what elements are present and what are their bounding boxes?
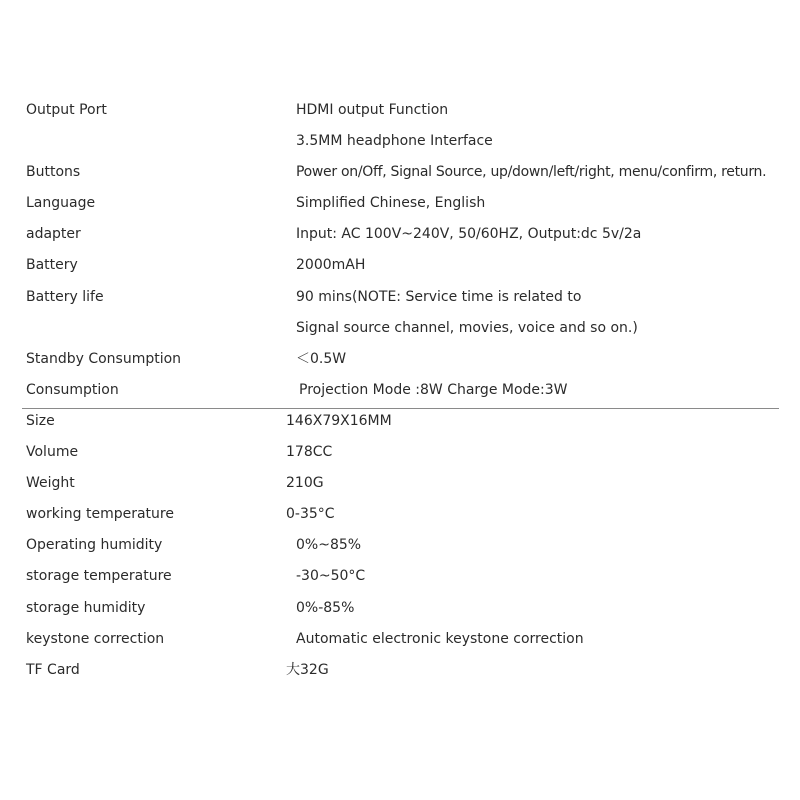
spec-label: keystone correction — [26, 630, 165, 647]
spec-value: ＜0.5W — [296, 350, 347, 367]
spec-row-battery-life-cont — [0, 313, 800, 344]
spec-value: -30~50°C — [296, 568, 366, 585]
spec-label: Battery life — [26, 288, 104, 305]
spec-value: Power on/Off, Signal Source, up/down/left/right, menu/confirm, return. — [296, 164, 767, 181]
spec-label: Operating humidity — [26, 537, 163, 554]
spec-label: adapter — [26, 226, 81, 243]
spec-value: 0%-85% — [296, 599, 355, 616]
spec-value: 大32G — [286, 661, 329, 678]
spec-row-adapter — [0, 219, 800, 250]
spec-row-output-port-cont — [0, 126, 800, 157]
spec-label: Standby Consumption — [26, 350, 182, 367]
spec-label: storage temperature — [26, 568, 172, 585]
spec-value: 210G — [286, 475, 324, 492]
spec-row-buttons — [0, 157, 800, 188]
spec-row-size — [0, 406, 800, 437]
spec-value: Simplified Chinese, English — [296, 195, 486, 212]
spec-label: working temperature — [26, 506, 174, 523]
spec-value: 2000mAH — [296, 257, 366, 274]
spec-value: Projection Mode :8W Charge Mode:3W — [299, 381, 568, 398]
spec-row-working-temperature — [0, 499, 800, 530]
spec-row-weight — [0, 468, 800, 499]
spec-value: 0-35°C — [286, 506, 335, 523]
spec-row-volume — [0, 437, 800, 468]
spec-row-battery — [0, 250, 800, 281]
spec-row-output-port — [0, 95, 800, 126]
spec-row-battery-life — [0, 282, 800, 313]
spec-value: Signal source channel, movies, voice and so on.) — [296, 319, 638, 336]
spec-label: Consumption — [26, 381, 119, 398]
spec-label: TF Card — [26, 661, 80, 678]
spec-value: 178CC — [286, 444, 333, 461]
spec-row-operating-humidity — [0, 530, 800, 561]
spec-label: Volume — [26, 444, 79, 461]
spec-row-consumption — [0, 375, 800, 406]
spec-row-keystone-correction — [0, 624, 800, 655]
spec-row-standby-consumption — [0, 344, 800, 375]
spec-label: Buttons — [26, 164, 81, 181]
spec-label: Weight — [26, 475, 75, 492]
spec-value: 90 mins(NOTE: Service time is related to — [296, 288, 582, 305]
spec-row-storage-temperature — [0, 561, 800, 592]
spec-value: HDMI output Function — [296, 102, 449, 118]
spec-label: Battery — [26, 257, 78, 274]
spec-row-storage-humidity — [0, 593, 800, 624]
spec-row-tf-card — [0, 655, 800, 686]
spec-value: 3.5MM headphone Interface — [296, 133, 493, 150]
spec-value: Input: AC 100V~240V, 50/60HZ, Output:dc 5v/2a — [296, 226, 642, 243]
spec-label: storage humidity — [26, 599, 146, 616]
spec-label: Language — [26, 195, 96, 212]
spec-value: 0%~85% — [296, 537, 362, 554]
spec-label: Output Port — [26, 102, 107, 118]
spec-value: 146X79X16MM — [286, 412, 392, 429]
spec-value: Automatic electronic keystone correction — [296, 630, 584, 647]
spec-label: Size — [26, 412, 55, 429]
spec-row-language — [0, 188, 800, 219]
spec-table — [0, 95, 800, 686]
